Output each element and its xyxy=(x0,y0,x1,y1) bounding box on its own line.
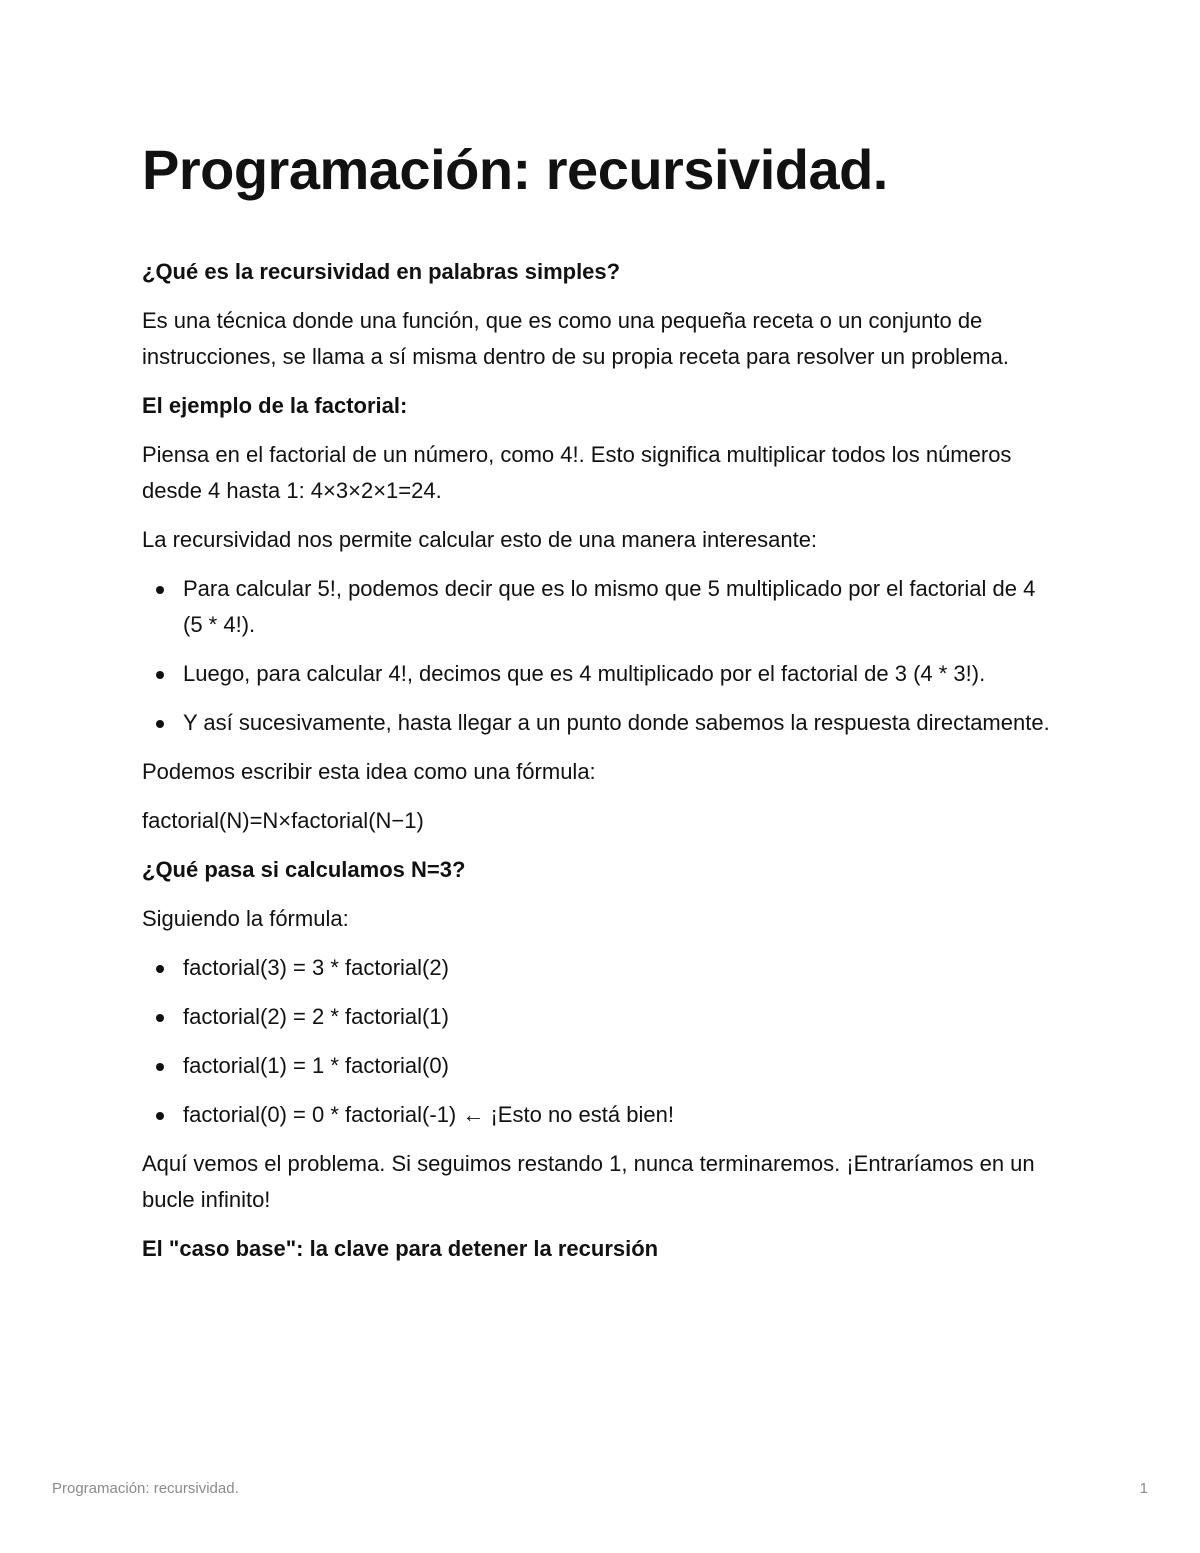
list-item: factorial(2) = 2 * factorial(1) xyxy=(183,999,1060,1035)
formula: factorial(N)=N×factorial(N−1) xyxy=(142,808,424,834)
n3-steps-list xyxy=(142,950,1060,1133)
recursion-steps-list xyxy=(142,571,1060,741)
list-item: Para calcular 5!, podemos decir que es lo mismo que 5 multiplicado por el factorial de 4 (5 * 4!). xyxy=(183,571,1060,643)
footer-page-number: 1 xyxy=(1139,1480,1148,1497)
list-item: Luego, para calcular 4!, decimos que es 4 multiplicado por el factorial de 3 (4 * 3!). xyxy=(183,656,1060,692)
section-heading-factorial-example: El ejemplo de la factorial: xyxy=(142,393,408,419)
page-content xyxy=(142,138,1060,1280)
list-item: factorial(1) = 1 * factorial(0) xyxy=(183,1048,1060,1084)
list-item: factorial(0) = 0 * factorial(-1) ← ¡Esto no está bien! xyxy=(183,1097,1060,1133)
list-item: factorial(3) = 3 * factorial(2) xyxy=(183,950,1060,986)
section-heading-what-is-recursion: ¿Qué es la recursividad en palabras simples? xyxy=(142,259,621,285)
document-title: Programación: recursividad. xyxy=(142,138,888,201)
footer-document-title: Programación: recursividad. xyxy=(52,1480,239,1497)
section-heading-n3: ¿Qué pasa si calculamos N=3? xyxy=(142,857,466,883)
paragraph-recursion-intro: La recursividad nos permite calcular esto de una manera interesante: xyxy=(142,527,818,553)
paragraph-problem: Aquí vemos el problema. Si seguimos restando 1, nunca terminaremos. ¡Entraríamos en un bucle infinito! xyxy=(142,1151,1035,1213)
paragraph-n3-intro: Siguiendo la fórmula: xyxy=(142,906,349,932)
paragraph-factorial: Piensa en el factorial de un número, como 4!. Esto significa multiplicar todos los números desde 4 hasta 1: 4×3×2×1=24. xyxy=(142,442,1012,504)
paragraph-formula-intro: Podemos escribir esta idea como una fórmula: xyxy=(142,759,596,785)
list-item: Y así sucesivamente, hasta llegar a un punto donde sabemos la respuesta directamente. xyxy=(183,705,1060,741)
section-heading-base-case: El "caso base": la clave para detener la recursión xyxy=(142,1236,659,1262)
paragraph-definition: Es una técnica donde una función, que es como una pequeña receta o un conjunto de instrucciones, se llama a sí misma dentro de su propia receta para resolver un problema. xyxy=(142,308,1009,370)
